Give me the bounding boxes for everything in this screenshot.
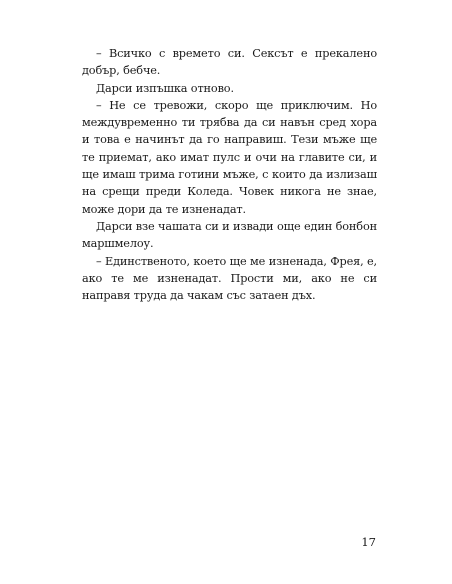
page-number: 17 bbox=[361, 535, 376, 549]
paragraph-3: – Не се тревожи, скоро ще приключим. Но междувременно ти трябва да си навън сред хора и това е начинът да го направиш. Тези мъже ще те приемат, ако имат пулс и очи на главите си, и ще имаш трима готини мъже, с които да излизаш на срещи преди Коледа. Човек никога не знае, може дори да те изненадат. bbox=[82, 98, 377, 216]
paragraph-4: Дарси взе чашата си и извади още един бонбон маршмелоу. bbox=[82, 219, 377, 251]
body-text bbox=[82, 45, 377, 304]
paragraph-1: – Всичко с времето си. Сексът е прекалено добър, бебче. bbox=[82, 47, 377, 78]
paragraph-2: Дарси изпъшка отново. bbox=[96, 81, 234, 95]
paragraph-5: – Единственото, което ще ме изненада, Фрея, е, ако те ме изненадат. Прости ми, ако не си направя труда да чакам със затаен дъх. bbox=[82, 254, 377, 303]
